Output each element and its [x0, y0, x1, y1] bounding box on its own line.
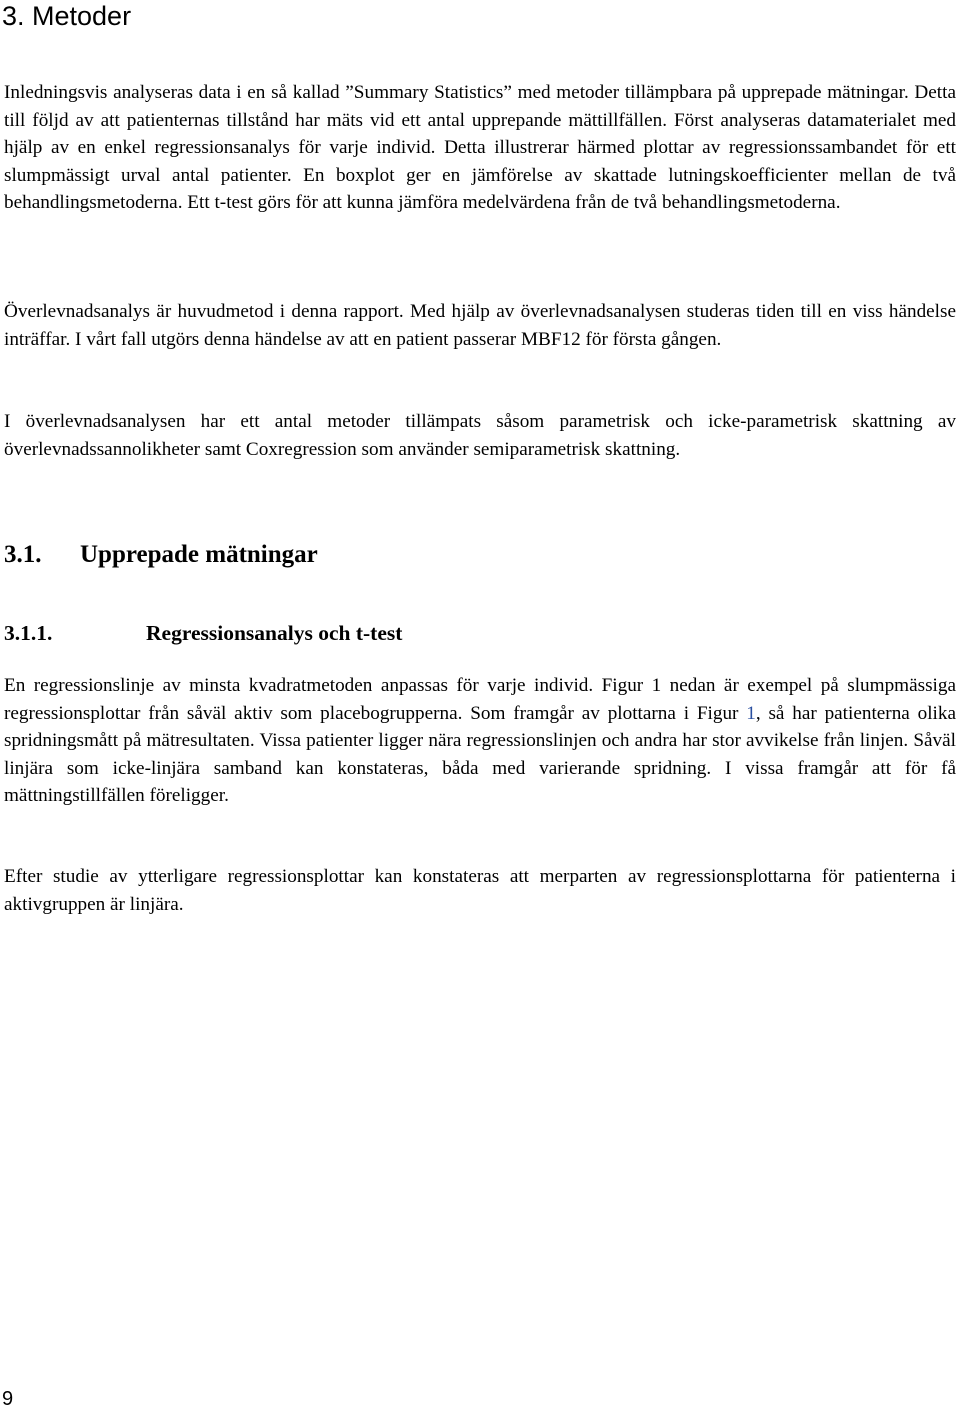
subsection-title: Upprepade mätningar — [80, 541, 318, 568]
subsubsection-heading — [4, 619, 402, 647]
subsubsection-number: 3.1.1. — [4, 621, 53, 645]
subsection-number: 3.1. — [4, 541, 42, 568]
subsection-heading — [4, 539, 318, 571]
section-heading: 3. Metoder — [2, 1, 132, 31]
regression-text-start: En regressionslinje av minsta kvadratmetoden anpassas för varje individ. Figur 1 nedan är exempel på slumpmässiga regressionsplottar från såväl aktiv som placebogrupperna. Som framgår av plottarna i Figur — [4, 675, 956, 724]
conclusion-paragraph: Efter studie av ytterligare regressionsplottar kan konstateras att merparten av regressionsplottarna för patienterna i aktivgruppen är linjära. — [4, 866, 956, 915]
regression-text-end: , så har patienterna olika spridningsmått på mätresultaten. Vissa patienter ligger nära regressionslinjen och andra har stor avvikelse från linjen. Såväl linjära som icke-linjära samband kan konstateras, båda med varierande spridning. I vissa framgår att för få mättningstillfällen föreligger. — [4, 702, 956, 806]
page-number: 9 — [2, 1388, 14, 1410]
survival-analysis-paragraph: Överlevnadsanalys är huvudmetod i denna rapport. Med hjälp av överlevnadsanalysen studeras tiden till en viss händelse inträffar. I vårt fall utgörs denna händelse av att en patient passerar MBF12 för första gången. — [4, 301, 956, 350]
figure-reference-link[interactable]: 1 — [746, 702, 756, 724]
subsubsection-title: Regressionsanalys och t-test — [146, 621, 403, 645]
regression-paragraph — [4, 672, 956, 810]
methods-paragraph: I överlevnadsanalysen har ett antal metoder tillämpats såsom parametrisk och icke-parametrisk skattning av överlevnadssannolikheter samt Coxregression som använder semiparametrisk skattning. — [4, 411, 956, 460]
intro-paragraph: Inledningsvis analyseras data i en så kallad ”Summary Statistics” med metoder tillämpbara på upprepade mätningar. Detta till följd av att patienternas tillstånd har mäts vid ett antal upprepande mättillfällen. Först analyseras datamaterialet med hjälp av en enkel regressionsanalys för varje individ. Detta illustrerar härmed plottar av regressionssambandet för ett slumpmässigt urval antal patienter. En boxplot ger en jämförelse av skattade lutningskoefficienter mellan de två behandlingsmetoderna. Ett t-test görs för att kunna jämföra medelvärdena från de två behandlingsmetoderna. — [4, 82, 956, 213]
